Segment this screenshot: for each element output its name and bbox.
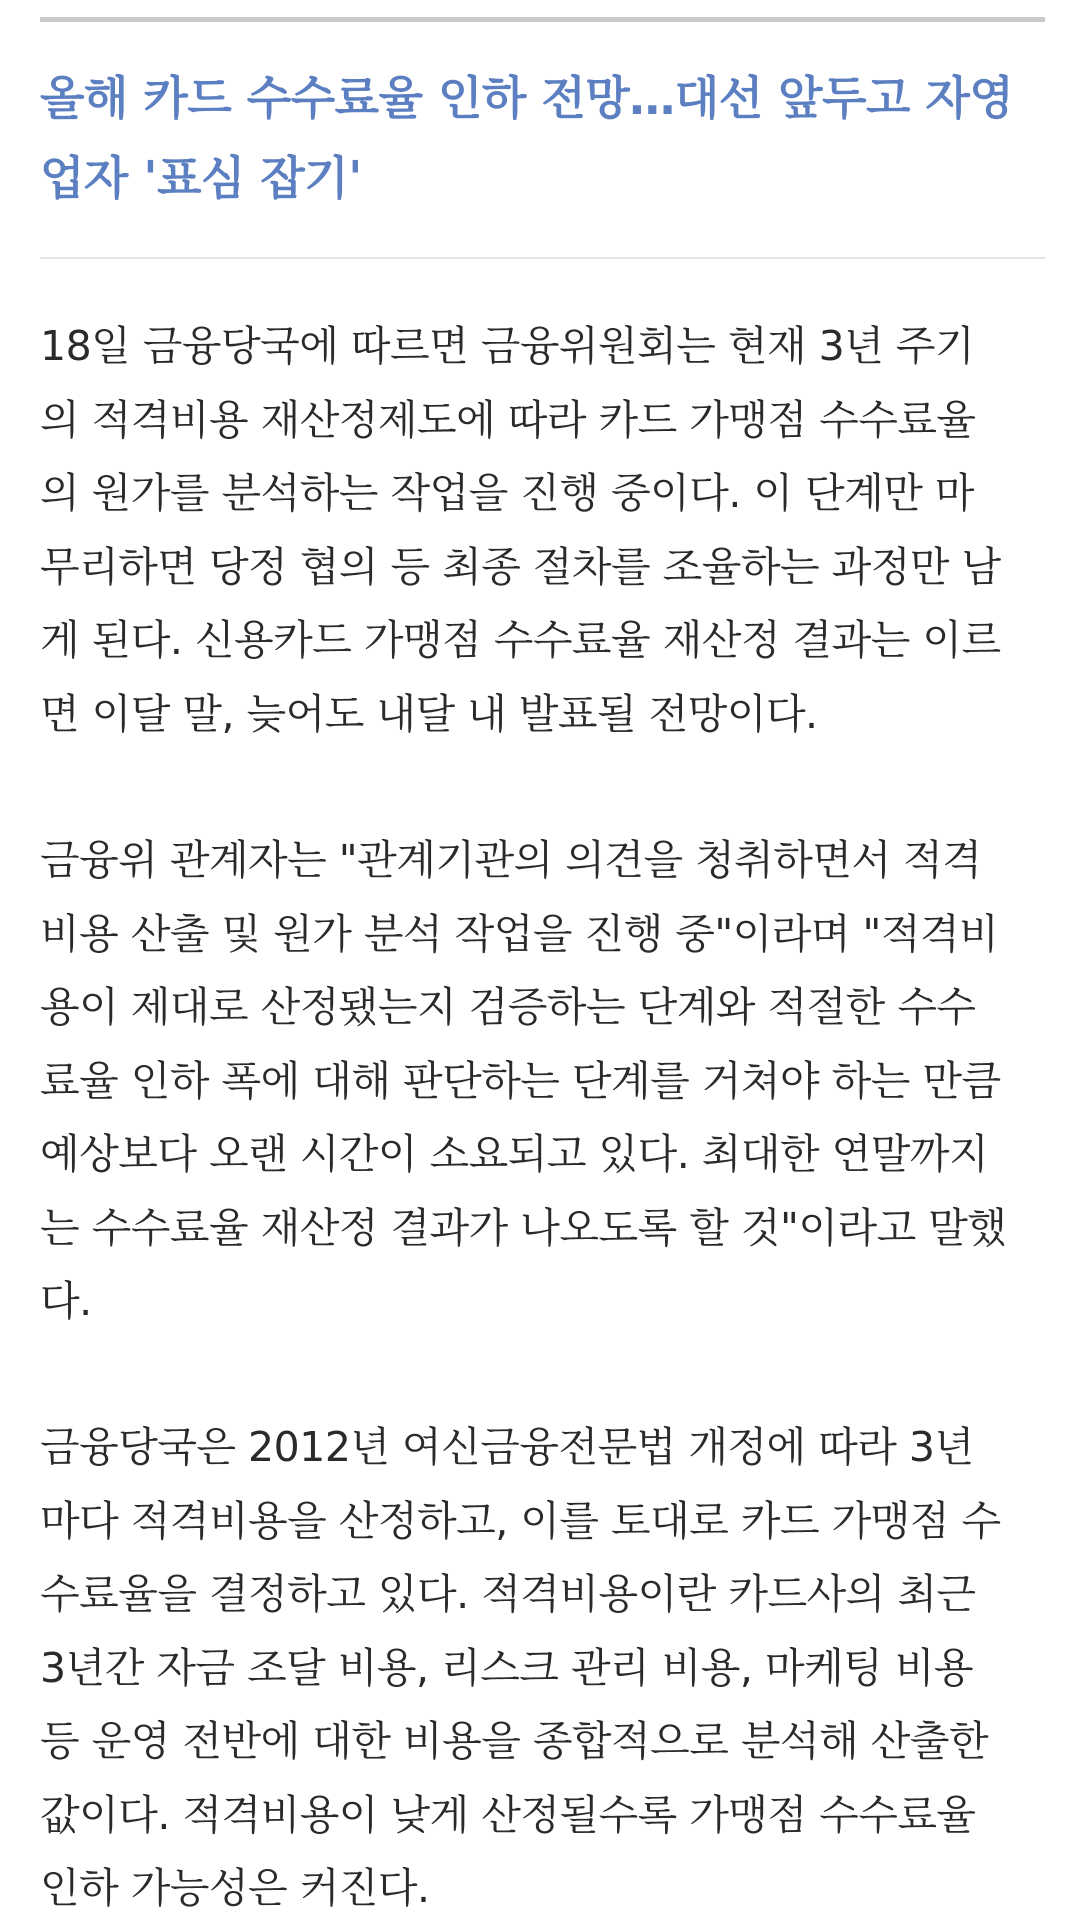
paragraph-line: 등 운영 전반에 대한 비용을 종합적으로 분석해 산출한: [40, 1717, 989, 1765]
paragraph-line: 예상보다 오랜 시간이 소요되고 있다. 최대한 연말까지: [40, 1130, 989, 1178]
paragraph-line: 인하 가능성은 커진다.: [40, 1864, 430, 1912]
paragraph-line: 마다 적격비용을 산정하고, 이를 토대로 카드 가맹점 수: [40, 1496, 1001, 1545]
paragraph-line: 금융위 관계자는 "관계기관의 의견을 청취하면서 적격: [40, 836, 982, 884]
paragraph-line: 금융당국은 2012년 여신금융전문법 개정에 따라 3년: [40, 1423, 974, 1471]
headline-line: 올해 카드 수수료율 인하 전망…대선 앞두고 자영: [40, 71, 1014, 125]
paragraph-line: 는 수수료율 재산정 결과가 나오도록 할 것"이라고 말했: [40, 1203, 1007, 1252]
paragraph-line: 게 된다. 신용카드 가맹점 수수료율 재산정 결과는 이르: [40, 616, 1001, 664]
paragraph-line: 비용 산출 및 원가 분석 작업을 진행 중"이라며 "적격비: [40, 909, 999, 958]
top-divider: [40, 17, 1045, 22]
paragraph-line: 18일 금융당국에 따르면 금융위원회는 현재 3년 주기: [40, 322, 975, 370]
article-paragraph: [40, 310, 1055, 751]
headline-divider: [40, 257, 1045, 259]
paragraph-line: 3년간 자금 조달 비용, 리스크 관리 비용, 마케팅 비용: [40, 1643, 974, 1692]
article-paragraph: [40, 1411, 1055, 1926]
article-paragraph: [40, 824, 1055, 1339]
article-headline[interactable]: [40, 58, 1045, 218]
paragraph-line: 의 적격비용 재산정제도에 따라 카드 가맹점 수수료율: [40, 395, 976, 444]
paragraph-line: 값이다. 적격비용이 낮게 산정될수록 가맹점 수수료율: [40, 1790, 976, 1839]
paragraph-line: 다.: [40, 1277, 92, 1325]
paragraph-line: 료율 인하 폭에 대해 판단하는 단계를 거쳐야 하는 만큼: [40, 1056, 1001, 1105]
paragraph-line: 수료율을 결정하고 있다. 적격비용이란 카드사의 최근: [40, 1570, 976, 1618]
paragraph-line: 무리하면 당정 협의 등 최종 절차를 조율하는 과정만 남: [40, 542, 1001, 591]
paragraph-line: 용이 제대로 산정됐는지 검증하는 단계와 적절한 수수: [40, 983, 976, 1031]
paragraph-line: 의 원가를 분석하는 작업을 진행 중이다. 이 단계만 마: [40, 469, 975, 517]
paragraph-line: 면 이달 말, 늦어도 내달 내 발표될 전망이다.: [40, 689, 818, 738]
headline-line: 업자 '표심 잡기': [40, 151, 362, 205]
